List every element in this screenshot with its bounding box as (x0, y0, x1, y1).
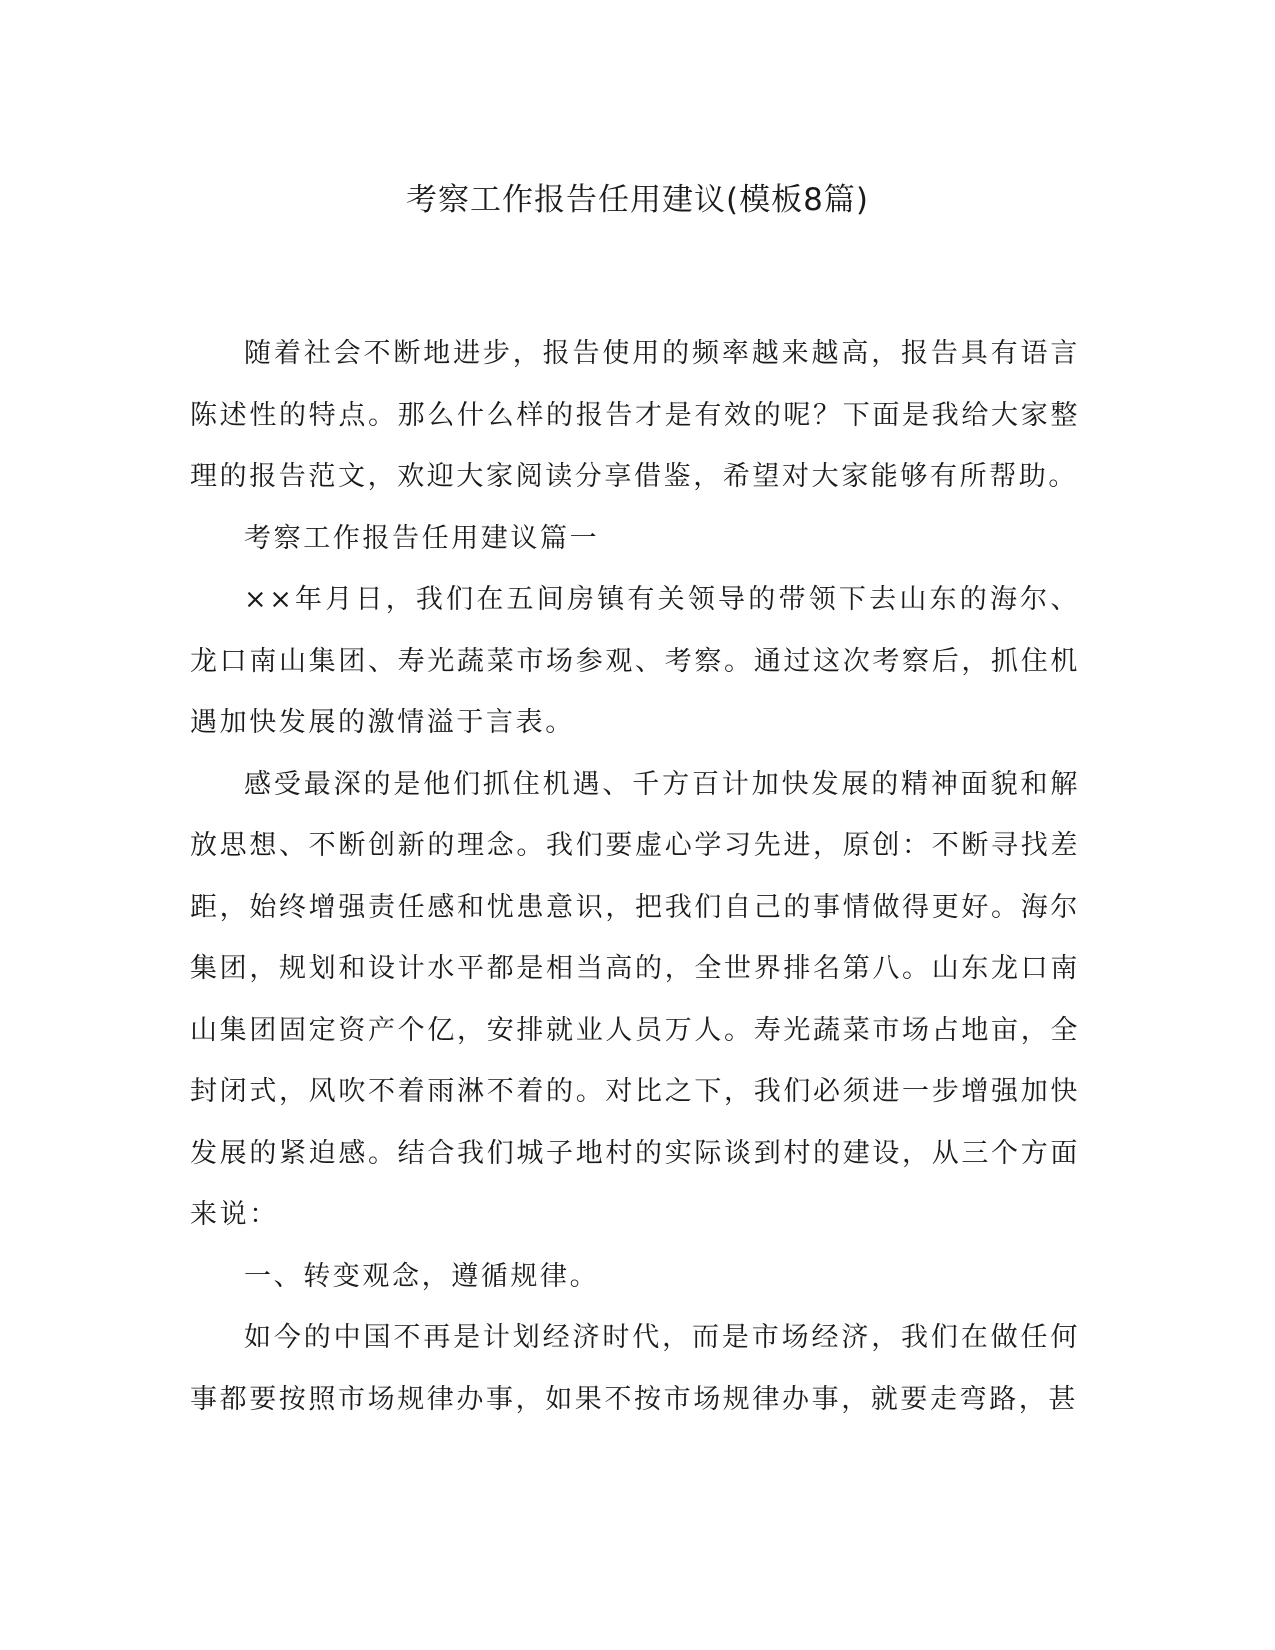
paragraph-market-economy: 如今的中国不再是计划经济时代，而是市场经济，我们在做任何事都要按照市场规律办事，如果不按市场规律办事，就要走弯路，甚 (190, 1322, 1080, 1415)
section-heading-part-one: 考察工作报告任用建议篇一 (244, 522, 600, 554)
subheading-change-concepts: 一、转变观念，遵循规律。 (244, 1260, 600, 1292)
paragraph-intro: 随着社会不断地进步，报告使用的频率越来越高，报告具有语言陈述性的特点。那么什么样的报告才是有效的呢？下面是我给大家整理的报告范文，欢迎大家阅读分享借鉴，希望对大家能够有所帮助。 (190, 338, 1080, 492)
paragraph-visit: ××年月日，我们在五间房镇有关领导的带领下去山东的海尔、龙口南山集团、寿光蔬菜市场参观、考察。通过这次考察后，抓住机遇加快发展的激情溢于言表。 (190, 584, 1080, 738)
document-title: 考察工作报告任用建议(模板8篇) (406, 182, 869, 218)
paragraph-impressions: 感受最深的是他们抓住机遇、千方百计加快发展的精神面貌和解放思想、不断创新的理念。我们要虚心学习先进，原创：不断寻找差距，始终增强责任感和忧患意识，把我们自己的事情做得更好。海尔集团，规划和设计水平都是相当高的，全世界排名第八。山东龙口南山集团固定资产个亿，安排就业人员万人。寿光蔬菜市场占地亩，全封闭式，风吹不着雨淋不着的。对比之下，我们必须进一步增强加快发展的紧迫感。结合我们城子地村的实际谈到村的建设，从三个方面来说： (190, 768, 1080, 1230)
document-body (190, 323, 1080, 1430)
